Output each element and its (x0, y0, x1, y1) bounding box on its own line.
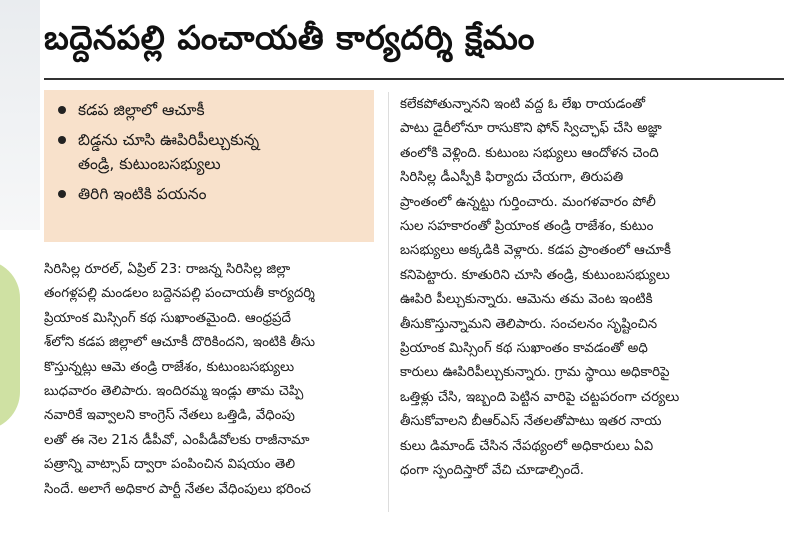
highlight-item (58, 128, 364, 152)
text-line: పాటు డైరీలోనూ రాసుకొని ఫోన్‌ స్విచ్ఛాఫ్‌ చేసి అజ్ఞా (400, 121, 662, 137)
text-line: తీసుకొస్తున్నామని తెలిపారు. సంచలనం సృష్టించిన (400, 316, 658, 332)
text-line: బుధవారం తెలిపారు. ఇందిరమ్మ ఇండ్లు తామ చెప్పి (44, 384, 304, 400)
text-line: సిరిసిల్ల డీఎస్పీకి ఫిర్యాదు చేయగా, తిరుపతి (400, 170, 624, 186)
text-line: కలేకపోతున్నానని ఇంటి వద్ద ఓ లేఖ రాయడంతో (400, 97, 646, 112)
text-line: శ్‌లోని కడప జిల్లాలో ఆచూకీ దొరికిందని, ఇంటికి తీసు (44, 335, 315, 351)
text-line: ధంగా స్పందిస్తారో వేచి చూడాల్సిందే. (400, 463, 585, 479)
text-line: తీసుకోవాలని బీఆర్‌ఎస్‌ నేతలతోపాటు ఇతర నాయ (400, 414, 662, 430)
text-line: సిరిసిల్ల రూరల్‌, ఏప్రిల్‌ 23: రాజన్న సిరిసిల్ల జిల్లా (44, 262, 291, 277)
text-line: తంగళ్లపల్లి మండలం బద్దెనపల్లి పంచాయతీ కార్యదర్శి (44, 286, 315, 302)
text-line: నవారికే ఇవ్వాలని కాంగ్రెస్‌ నేతలు ఒత్తిడి, వేధింపు (44, 408, 295, 424)
highlight-text: తండ్రి, కుటుంబసభ్యులు (78, 155, 221, 173)
text-line: కులు డిమాండ్‌ చేసిన నేపథ్యంలో అధికారులు ఏవి (400, 438, 654, 454)
article-column-right (400, 93, 738, 484)
text-line: సిందే. అలాగే అధికార పార్టీ నేతల వేధింపులు భరించ (44, 481, 311, 497)
page-edge-decoration (0, 260, 20, 430)
text-line: ప్రియాంక మిస్సింగ్‌ కథ సుఖాంతమైంది. ఆంధ్రప్రదే (44, 310, 291, 326)
highlight-item (58, 98, 364, 122)
text-line: ఊపిరి పీల్చుకున్నారు. ఆమెను తమ వెంట ఇంటికి (400, 292, 653, 308)
text-line: కనిపెట్టారు. కూతురిని చూసి తండ్రి, కుటుంబసభ్యులు (400, 267, 670, 283)
highlight-text: తిరిగి ఇంటికి పయనం (78, 185, 207, 203)
bullet-icon (58, 190, 66, 198)
text-line: సుల సహకారంతో ప్రియాంక తండ్రి రాజేశం, కుటుం (400, 219, 654, 235)
highlight-text: బిడ్డను చూసి ఊపిరిపీల్చుకున్న (78, 131, 260, 149)
highlight-text: కడప జిల్లాలో ఆచూకీ (78, 101, 205, 119)
column-divider (388, 92, 389, 512)
text-line: బసభ్యులు అక్కడికి వెళ్లారు. కడప ప్రాంతంలో ఆచూకీ (400, 243, 672, 259)
text-line: ప్రియాంక మిస్సింగ్‌ కథ సుఖాంతం కావడంతో అధి (400, 341, 648, 357)
headline-rule (44, 78, 784, 80)
bullet-icon (58, 106, 66, 114)
text-line: కొస్తున్నట్లు ఆమె తండ్రి రాజేశం, కుటుంబసభ్యులు (44, 359, 295, 375)
bullet-icon (58, 136, 66, 144)
text-line: పత్రాన్ని వాట్సాప్‌ ద్వారా పంపించిన విషయం తెలి (44, 457, 296, 473)
page-edge-shadow (0, 0, 40, 230)
highlights-box (44, 90, 374, 242)
text-line: తంలోకి వెళ్లింది. కుటుంబ సభ్యులు ఆందోళన చెంది (400, 145, 659, 161)
text-line: ప్రాంతంలో ఉన్నట్టు గుర్తించారు. మంగళవారం పోలీ (400, 194, 656, 210)
text-line: లతో ఈ నెల 21న డీపీవో, ఎంపీడీవోలకు రాజీనామా (44, 432, 310, 448)
article-column-left (44, 258, 378, 502)
text-line: కారులు ఊపిరిపీల్చుకున్నారు. గ్రామ స్థాయి అధికారిపై (400, 365, 670, 381)
text-line: ఒత్తిళ్లు చేసి, ఇబ్బంది పెట్టిన వారిపై చట్టపరంగా చర్యలు (400, 389, 680, 405)
headline: బద్దెనపల్లి పంచాయతీ కార్యదర్శి క్షేమం (44, 18, 536, 57)
highlight-item (58, 182, 364, 206)
highlight-item-continued (58, 152, 364, 176)
